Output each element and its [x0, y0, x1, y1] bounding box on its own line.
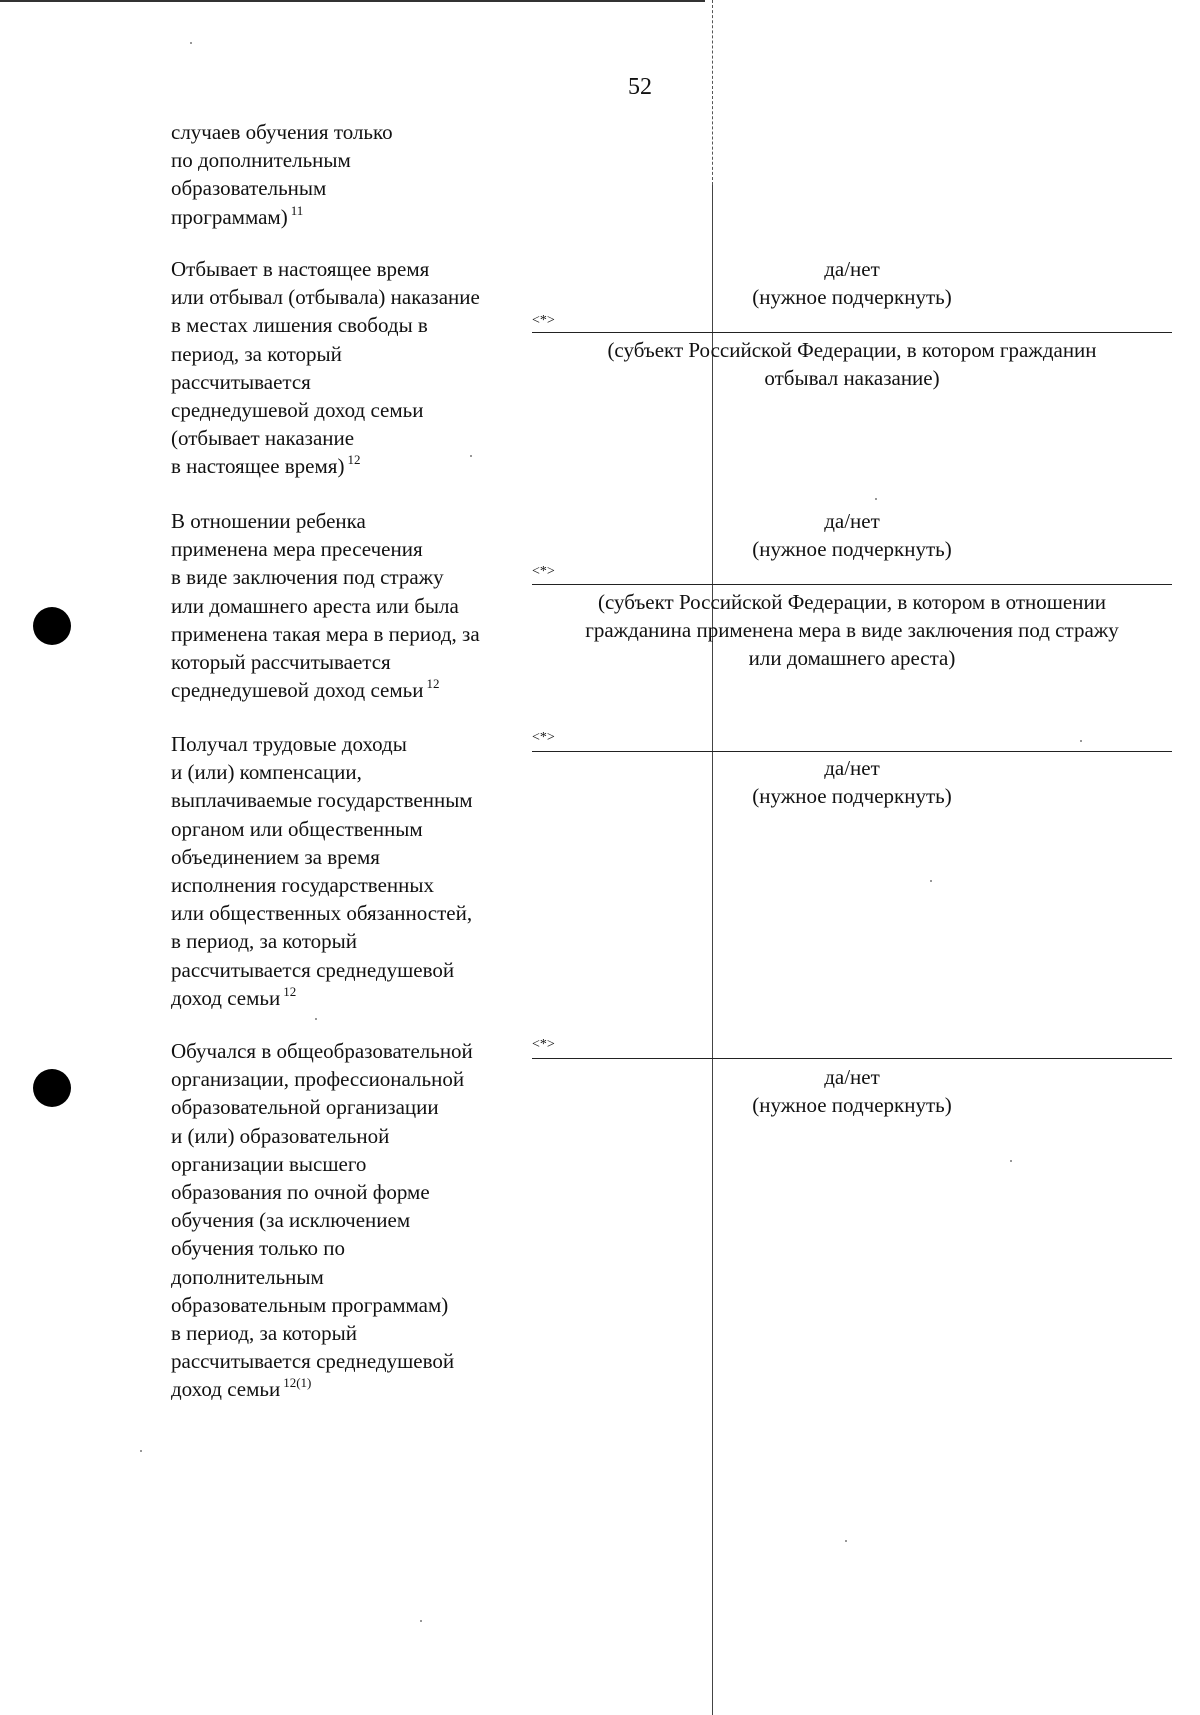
footnote-marker: 12 [347, 452, 361, 468]
text-line: Получал трудовые доходы [171, 732, 407, 756]
text-line: Обучался в общеобразовательной [171, 1039, 473, 1063]
text-line-content: программам) [171, 204, 288, 229]
answer-block-4 [732, 1063, 972, 1119]
text-line: применена такая мера в период, за [171, 621, 480, 646]
text-line: образовательной организации [171, 1095, 439, 1120]
fill-in-line[interactable] [532, 332, 1172, 333]
scan-speck [845, 1540, 847, 1542]
text-line: В отношении ребенка [171, 509, 366, 533]
text-line: случаев обучения только [171, 120, 393, 144]
scan-speck [470, 455, 472, 457]
text-line-content: доход семьи [171, 1377, 281, 1402]
text-line: или домашнего ареста или была [171, 593, 459, 618]
scan-speck [315, 1018, 317, 1020]
text-line: дополнительным [171, 1264, 324, 1289]
yes-no-answer[interactable]: да/нет [824, 756, 880, 780]
answer-hint: (нужное подчеркнуть) [752, 537, 952, 562]
text-line: обучения (за исключением [171, 1208, 411, 1233]
scan-speck [930, 880, 932, 882]
page-number: 52 [628, 74, 652, 100]
asterisk-marker: <*> [532, 730, 555, 745]
text-line: рассчитывается среднедушевой [171, 1349, 455, 1374]
text-line-content: в настоящее время) [171, 454, 345, 479]
text-line: (отбывает наказание [171, 426, 355, 451]
scan-speck [190, 42, 192, 44]
text-line: образовательным программам) [171, 1292, 449, 1317]
text-line: выплачиваемые государственным [171, 788, 473, 813]
yes-no-answer[interactable]: да/нет [824, 1065, 880, 1089]
intro-text-block [171, 118, 541, 231]
text-line: по дополнительным [171, 148, 351, 173]
caption-line: (субъект Российской Федерации, в котором гражданин [607, 338, 1097, 362]
caption-line: отбывал наказание) [764, 366, 940, 391]
text-line [171, 984, 541, 1012]
yes-no-answer[interactable]: да/нет [824, 257, 880, 281]
fill-in-line[interactable] [532, 1058, 1172, 1059]
text-line: исполнения государственных [171, 873, 434, 898]
caption-line: гражданина применена мера в виде заключения под стражу [585, 618, 1119, 643]
text-line: в местах лишения свободы в [171, 313, 428, 338]
text-line: рассчитывается среднедушевой [171, 957, 455, 982]
text-line [171, 452, 541, 480]
scan-speck [1010, 1160, 1012, 1162]
asterisk-marker: <*> [532, 313, 555, 328]
text-line: который рассчитывается [171, 650, 391, 675]
fill-in-line[interactable] [532, 751, 1172, 752]
scan-speck [875, 498, 877, 500]
asterisk-marker: <*> [532, 564, 555, 579]
text-line: обучения только по [171, 1236, 345, 1261]
text-line: Отбывает в настоящее время [171, 257, 430, 281]
text-line: образования по очной форме [171, 1180, 430, 1205]
answer-block-1 [732, 255, 972, 311]
text-line: среднедушевой доход семьи [171, 398, 424, 423]
line-caption-1 [552, 336, 1152, 392]
text-line: в период, за который [171, 1321, 358, 1346]
text-line: рассчитывается [171, 369, 311, 394]
text-line: объединением за время [171, 844, 380, 869]
text-line: и (или) образовательной [171, 1123, 390, 1148]
question-text-4 [171, 1037, 541, 1404]
scan-speck [420, 1620, 422, 1622]
text-line [171, 676, 541, 704]
scan-speck [1080, 740, 1082, 742]
text-line [171, 203, 541, 231]
fill-in-line[interactable] [532, 584, 1172, 585]
question-text-1 [171, 255, 541, 481]
text-line [171, 1375, 541, 1403]
caption-line: или домашнего ареста) [748, 646, 956, 671]
text-line: организации, профессиональной [171, 1067, 465, 1092]
caption-line: (субъект Российской Федерации, в котором в отношении [598, 590, 1106, 614]
footnote-marker: 12 [283, 983, 297, 999]
text-line-content: доход семьи [171, 985, 281, 1010]
punch-hole [33, 607, 71, 645]
answer-block-3 [732, 754, 972, 810]
line-caption-2 [532, 588, 1172, 673]
text-line: образовательным [171, 176, 327, 201]
footnote-marker: 12 [426, 676, 440, 692]
question-text-2 [171, 507, 541, 704]
asterisk-marker: <*> [532, 1037, 555, 1052]
text-line: организации высшего [171, 1151, 367, 1176]
column-divider [712, 185, 713, 1715]
question-text-3 [171, 730, 541, 1012]
text-line: органом или общественным [171, 816, 423, 841]
answer-hint: (нужное подчеркнуть) [752, 1093, 952, 1118]
text-line: в виде заключения под стражу [171, 565, 444, 590]
text-line: и (или) компенсации, [171, 760, 362, 785]
answer-hint: (нужное подчеркнуть) [752, 784, 952, 809]
text-line: или общественных обязанностей, [171, 901, 473, 926]
text-line: или отбывал (отбывала) наказание [171, 285, 480, 310]
text-line-content: среднедушевой доход семьи [171, 678, 424, 703]
footnote-marker: 12(1) [283, 1375, 312, 1391]
column-divider [712, 0, 713, 185]
scan-speck [140, 1450, 142, 1452]
yes-no-answer[interactable]: да/нет [824, 509, 880, 533]
text-line: период, за который [171, 341, 342, 366]
punch-hole [33, 1069, 71, 1107]
text-line: в период, за который [171, 929, 358, 954]
answer-hint: (нужное подчеркнуть) [752, 285, 952, 310]
footnote-marker: 11 [290, 202, 304, 218]
answer-block-2 [732, 507, 972, 563]
text-line: применена мера пресечения [171, 537, 423, 562]
top-edge-rule [0, 0, 705, 2]
